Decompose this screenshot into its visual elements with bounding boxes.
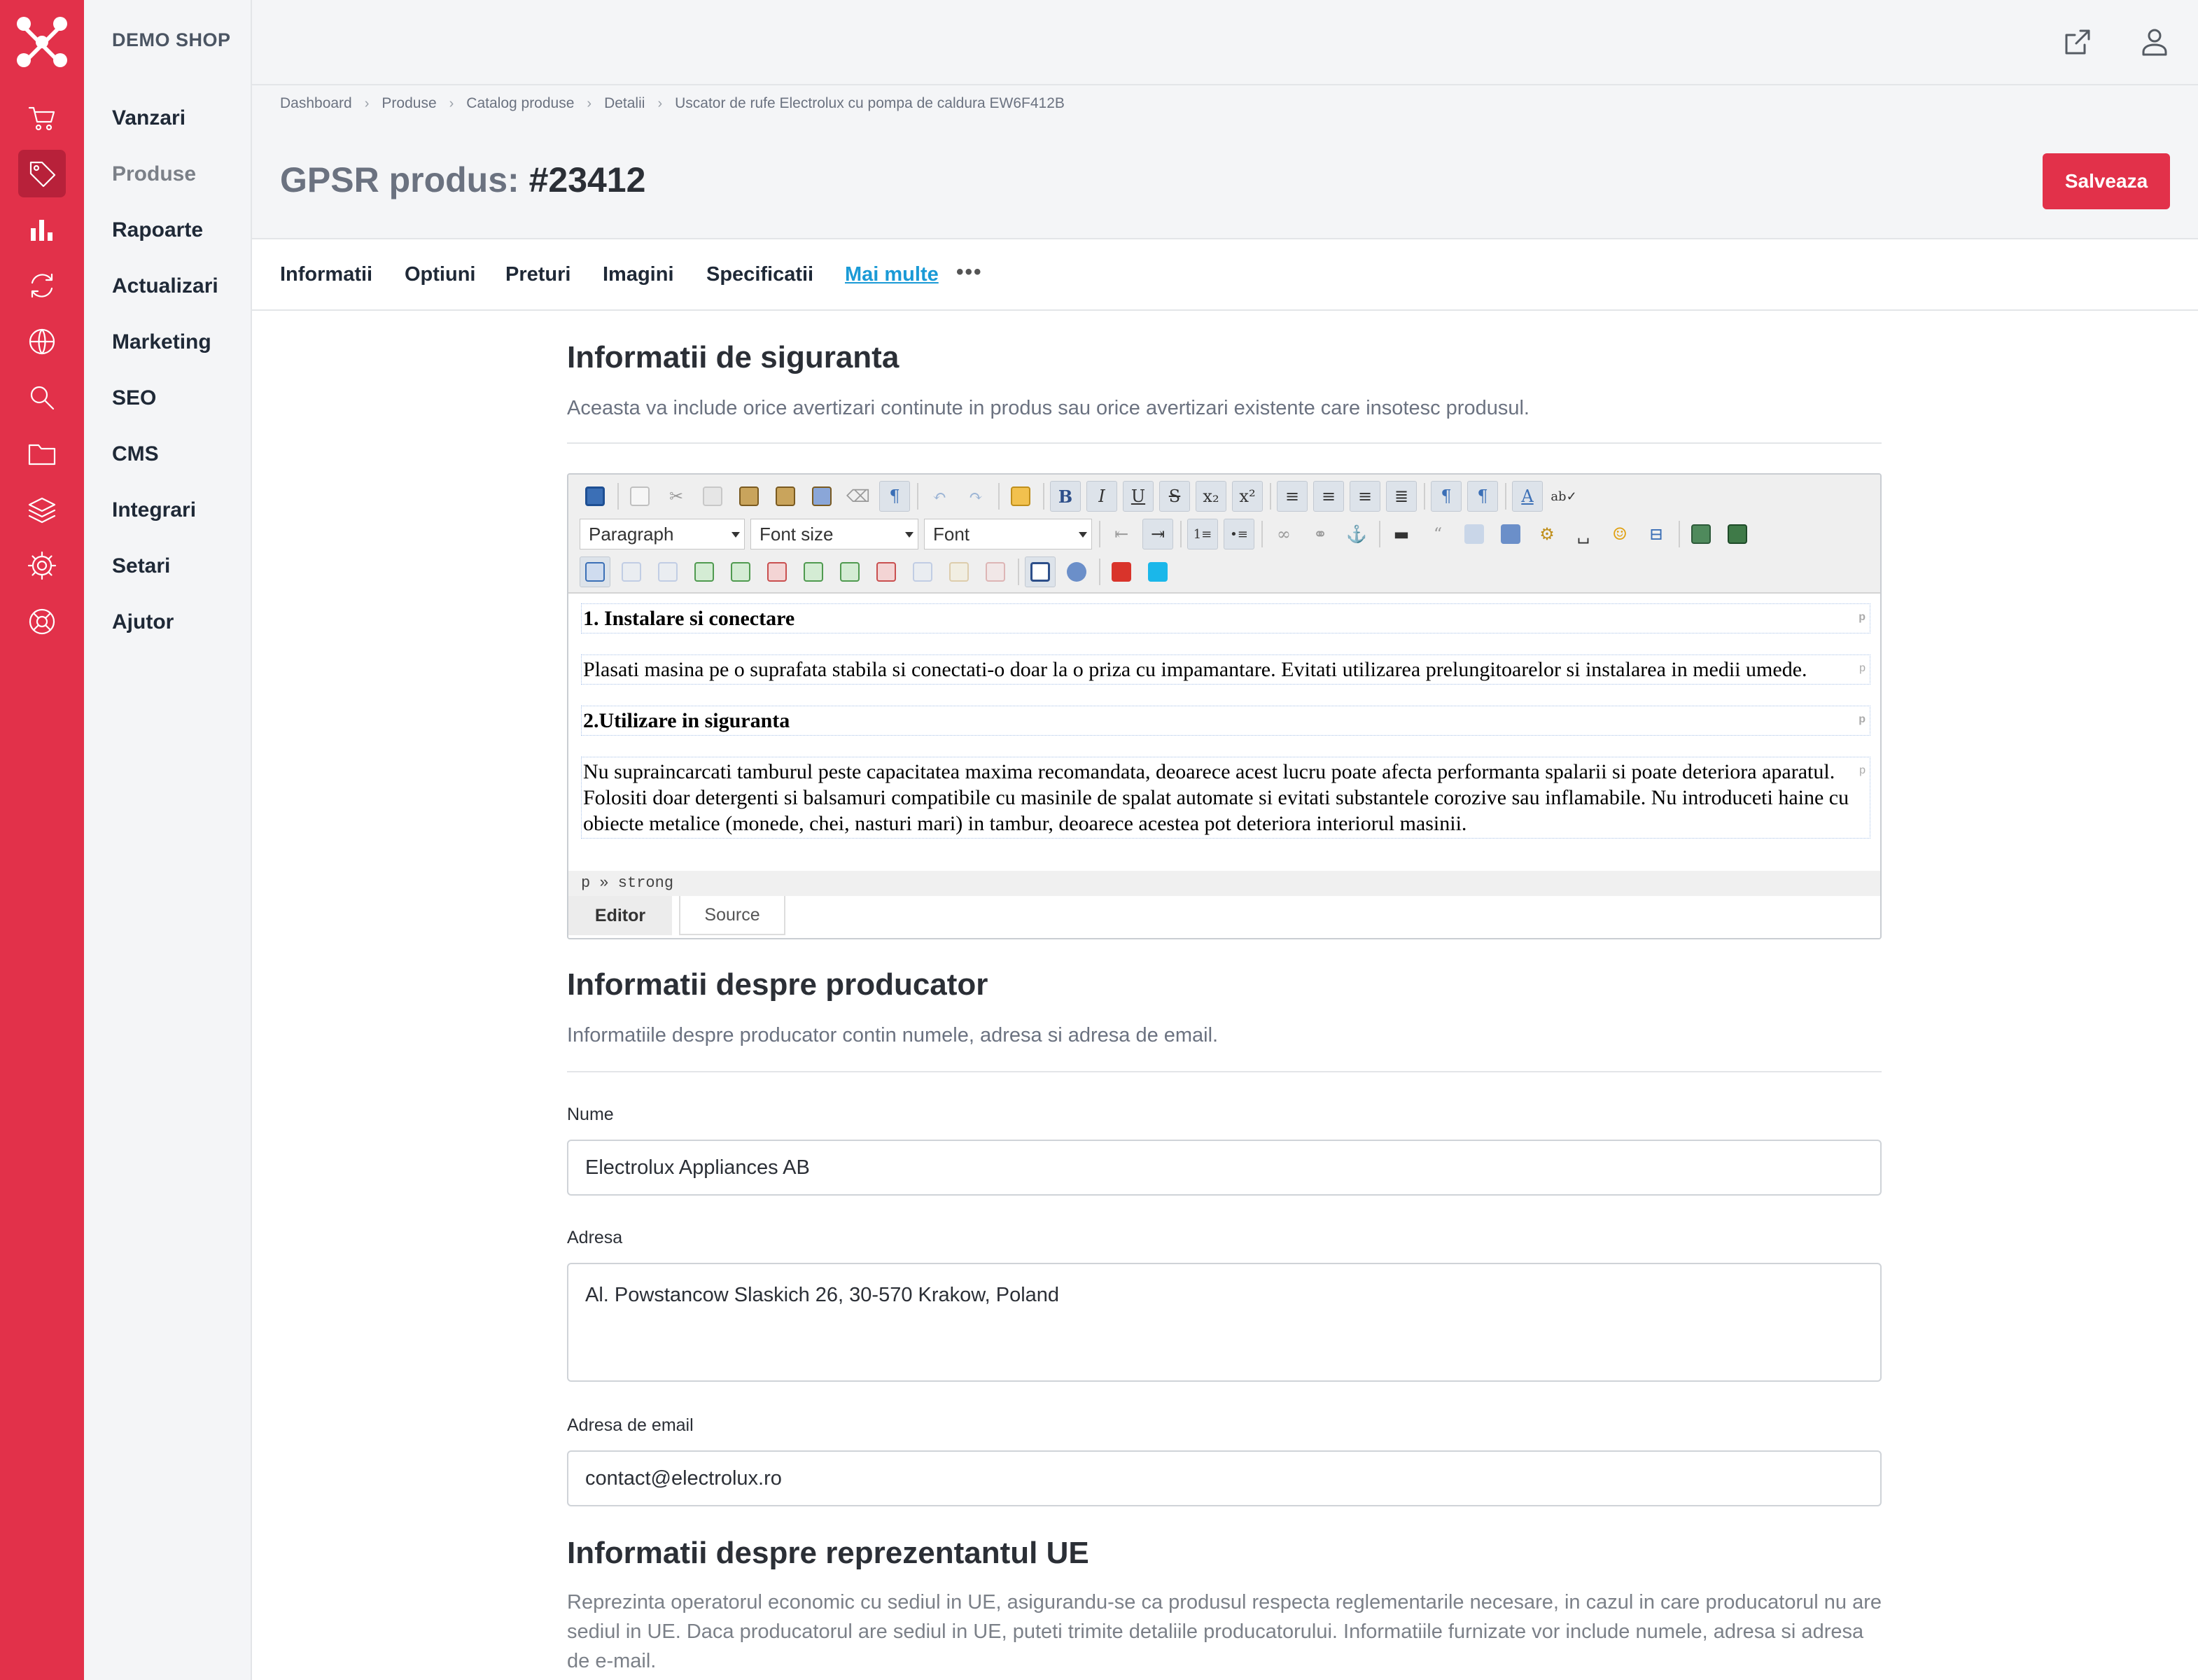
name-field[interactable]: Electrolux Appliances AB [567, 1140, 1882, 1196]
block-tag: p [1859, 764, 1865, 776]
paste-icon[interactable] [734, 481, 764, 512]
ltr-icon[interactable]: ¶ [1431, 481, 1462, 512]
folder-icon[interactable] [18, 430, 66, 477]
underline-icon[interactable]: U [1123, 481, 1154, 512]
toolbar-row-3 [580, 556, 1179, 588]
page-break-icon[interactable]: ⊟ [1648, 524, 1664, 544]
tab-preturi[interactable]: Preturi [505, 263, 571, 286]
search-icon[interactable] [18, 374, 66, 421]
cart-icon[interactable] [18, 94, 66, 141]
chevron-right-icon: › [364, 95, 370, 111]
nav-item-rapoarte[interactable]: Rapoarte [112, 218, 204, 241]
nav-item-marketing[interactable]: Marketing [112, 330, 211, 354]
vimeo-icon[interactable] [1142, 556, 1173, 587]
numbered-list-icon[interactable]: 1≡ [1187, 519, 1218, 550]
content-paragraph-2[interactable] [581, 757, 1870, 839]
divider [567, 1071, 1882, 1072]
rtl-icon[interactable]: ¶ [1467, 481, 1498, 512]
save-doc-icon[interactable] [580, 481, 610, 512]
emoticon-icon[interactable]: ☺ [1612, 524, 1628, 544]
table-row-before-icon[interactable] [616, 556, 647, 587]
plugins-icon[interactable]: ⚙ [1539, 524, 1555, 544]
nav-item-integrari[interactable]: Integrari [112, 498, 197, 522]
table-merge-icon[interactable] [944, 556, 974, 587]
top-bar [252, 0, 2198, 85]
bold-icon[interactable]: B [1050, 481, 1081, 512]
icon-rail [0, 0, 84, 1680]
user-icon[interactable] [2136, 24, 2173, 60]
breadcrumb-produse[interactable]: Produse [382, 95, 437, 111]
tag-icon[interactable] [18, 150, 66, 197]
nav-item-vanzari[interactable]: Vanzari [112, 106, 186, 130]
help-icon[interactable] [1061, 556, 1092, 587]
paragraph-1-text: Plasati masina pe o suprafata stabila si conectati-o doar la o priza cu impamantare. Evitati utilizarea prelungitoarelor si instalarea in medii umede. [583, 658, 1807, 681]
outdent-icon[interactable]: ⇤ [1114, 524, 1129, 544]
lifebuoy-icon[interactable] [18, 598, 66, 645]
bar-chart-icon[interactable] [18, 206, 66, 253]
manufacturer-description: Informatiile despre producator contin numele, adresa si adresa de email. [567, 1024, 1219, 1046]
table-icon[interactable] [580, 556, 610, 587]
new-page-icon[interactable] [624, 481, 655, 512]
page-title-prefix: GPSR produs: [280, 160, 529, 200]
youtube-icon[interactable] [1106, 556, 1137, 587]
spellcheck-icon[interactable]: ab✓ [1550, 489, 1577, 504]
email-label: Adresa de email [567, 1415, 694, 1435]
table-insert-row-icon[interactable] [689, 556, 720, 587]
subscript-icon[interactable]: x₂ [1196, 481, 1226, 512]
table-insert-row-after-icon[interactable] [725, 556, 756, 587]
safety-title: Informatii de siguranta [567, 340, 899, 374]
source-tab[interactable]: Source [679, 896, 785, 935]
templates-icon[interactable] [1495, 519, 1526, 550]
align-left-icon[interactable]: ≡ [1277, 481, 1308, 512]
nav-item-seo[interactable]: SEO [112, 386, 157, 410]
secondary-nav [84, 0, 252, 1680]
indent-icon[interactable]: ⇥ [1142, 519, 1173, 550]
breadcrumb [280, 95, 1065, 112]
font-select-value: Font [933, 523, 970, 545]
heading-2-text: 2.Utilizare in siguranta [583, 709, 790, 732]
anchor-icon[interactable]: ⚓ [1346, 524, 1367, 544]
toolbar-row-2 [580, 518, 1758, 550]
save-button[interactable]: Salveaza [2043, 153, 2170, 209]
font-size-select[interactable] [750, 519, 918, 550]
address-field[interactable]: Al. Powstancow Slaskich 26, 30-570 Krakow, Poland [567, 1263, 1882, 1382]
tab-optiuni[interactable]: Optiuni [405, 263, 476, 286]
align-center-icon[interactable]: ≡ [1313, 481, 1344, 512]
unlink-icon[interactable]: ⚭ [1312, 524, 1328, 544]
product-id: #23412 [528, 160, 646, 200]
table-split-icon[interactable] [907, 556, 938, 587]
bullet-list-icon[interactable]: •≡ [1224, 519, 1254, 550]
tab-specificatii[interactable]: Specificatii [706, 263, 814, 286]
nav-item-cms[interactable]: CMS [112, 442, 159, 465]
paste-text-icon[interactable] [770, 481, 801, 512]
safety-description: Aceasta va include orice avertizari continute in produs sau orice avertizari existente care insotesc produsul. [567, 397, 1530, 419]
chevron-right-icon: › [449, 95, 454, 111]
nav-item-produse[interactable]: Produse [112, 162, 197, 186]
eu-rep-title: Informatii despre reprezentantul UE [567, 1536, 1089, 1570]
show-blocks-icon[interactable]: ¶ [879, 481, 910, 512]
paragraph-2-text: Nu supraincarcati tamburul peste capacitatea maxima recomandata, deoarece acest lucru poate afecta performanta spalarii si poate deteriora aparatul. Folositi doar detergenti si balsamuri compatibile cu masinile de spalat automate si evitati substantele corozive sau inflamabile. Nu introduceti haine cu obiecte metalice (monede, chei, nasturi mari) in tambur, deoarece acestea pot deteriora interiorul masinii. [583, 760, 1849, 835]
manufacturer-title: Informatii despre producator [567, 967, 988, 1002]
block-tag: p [1858, 611, 1865, 623]
content-paragraph-1[interactable] [581, 654, 1870, 685]
divider [567, 442, 1882, 444]
table-row-after-icon[interactable] [652, 556, 683, 587]
text-color-icon[interactable]: A [1512, 481, 1543, 512]
page-title [280, 160, 645, 200]
content-heading-2[interactable] [581, 706, 1870, 736]
breadcrumb-catalog[interactable]: Catalog produse [466, 95, 575, 111]
editor-content[interactable] [581, 603, 1870, 860]
link-icon[interactable]: ∞ [1277, 524, 1291, 544]
nav-item-actualizari[interactable]: Actualizari [112, 274, 218, 298]
table-insert-col-icon[interactable] [798, 556, 829, 587]
editor-tab[interactable]: Editor [568, 896, 672, 935]
breadcrumb-detalii[interactable]: Detalii [604, 95, 645, 111]
font-size-select-value: Font size [760, 523, 834, 545]
breadcrumb-dashboard[interactable]: Dashboard [280, 95, 352, 111]
format-select[interactable] [580, 519, 745, 550]
nav-item-ajutor[interactable]: Ajutor [112, 610, 174, 634]
browse-files-icon[interactable] [1005, 481, 1036, 512]
align-justify-icon[interactable]: ≣ [1386, 481, 1417, 512]
chevron-right-icon: › [587, 95, 592, 111]
app-logo[interactable] [15, 15, 69, 69]
table-delete-icon[interactable] [980, 556, 1011, 587]
fullscreen-icon[interactable] [1025, 556, 1056, 587]
table-delete-row-icon[interactable] [762, 556, 792, 587]
element-path[interactable]: p » strong [568, 871, 1880, 896]
eu-rep-description: Reprezinta operatorul economic cu sediul in UE, asigurandu-se ca produsul respecta reglementarile necesare, in cazul in care producatorul nu are sediul in UE. Daca producatorul are sediul in UE, puteti trimite detaliile producatorului. Informatiile furnizate vor include numele, adresa si adresa de e-mail. [567, 1591, 1882, 1672]
globe-icon[interactable] [18, 318, 66, 365]
align-right-icon[interactable]: ≡ [1350, 481, 1380, 512]
remove-format-icon[interactable]: ⌫ [846, 486, 870, 506]
rich-text-editor [567, 473, 1882, 939]
nav-item-setari[interactable]: Setari [112, 554, 171, 578]
layers-icon[interactable] [18, 486, 66, 533]
image-icon[interactable] [1686, 519, 1716, 550]
toolbar-row-1 [580, 480, 1585, 512]
paste-word-icon[interactable] [806, 481, 837, 512]
undo-icon[interactable]: ↶ [932, 486, 947, 506]
shop-name: DEMO SHOP [112, 29, 231, 50]
blockquote-icon[interactable]: “ [1433, 524, 1443, 544]
horizontal-rule-icon[interactable]: ▬ [1393, 524, 1410, 544]
editor-toolbar [568, 475, 1880, 594]
strikethrough-icon[interactable]: S [1159, 481, 1190, 512]
table-delete-col-icon[interactable] [871, 556, 902, 587]
content-heading-1[interactable] [581, 603, 1870, 634]
heading-1-text: 1. Instalare si conectare [583, 607, 795, 630]
italic-icon[interactable]: I [1086, 481, 1117, 512]
sync-icon[interactable] [18, 262, 66, 309]
cut-icon[interactable]: ✂ [668, 486, 684, 506]
media-icon[interactable] [1722, 519, 1753, 550]
more-options-icon[interactable]: ••• [956, 260, 983, 284]
tab-imagini[interactable]: Imagini [603, 263, 674, 286]
breadcrumb-current: Uscator de rufe Electrolux cu pompa de caldura EW6F412B [675, 95, 1065, 111]
tab-mai-multe[interactable]: Mai multe [845, 263, 939, 286]
block-tag: p [1858, 713, 1865, 725]
format-select-value: Paragraph [589, 523, 674, 545]
superscript-icon[interactable]: x² [1232, 481, 1263, 512]
chevron-right-icon: › [657, 95, 663, 111]
name-label: Nume [567, 1105, 614, 1124]
external-link-icon[interactable] [2059, 24, 2096, 60]
email-field[interactable]: contact@electrolux.ro [567, 1450, 1882, 1506]
copy-icon[interactable] [697, 481, 728, 512]
redo-icon[interactable]: ↷ [968, 486, 983, 506]
tab-informatii[interactable]: Informatii [280, 263, 373, 286]
font-select[interactable] [924, 519, 1092, 550]
div-container-icon[interactable] [1459, 519, 1490, 550]
address-label: Adresa [567, 1228, 623, 1247]
gear-icon[interactable] [18, 542, 66, 589]
table-insert-col-after-icon[interactable] [834, 556, 865, 587]
block-tag: p [1859, 662, 1865, 674]
nonbreaking-space-icon[interactable]: ␣ [1576, 524, 1590, 544]
editor-mode-tabs [568, 896, 1880, 939]
